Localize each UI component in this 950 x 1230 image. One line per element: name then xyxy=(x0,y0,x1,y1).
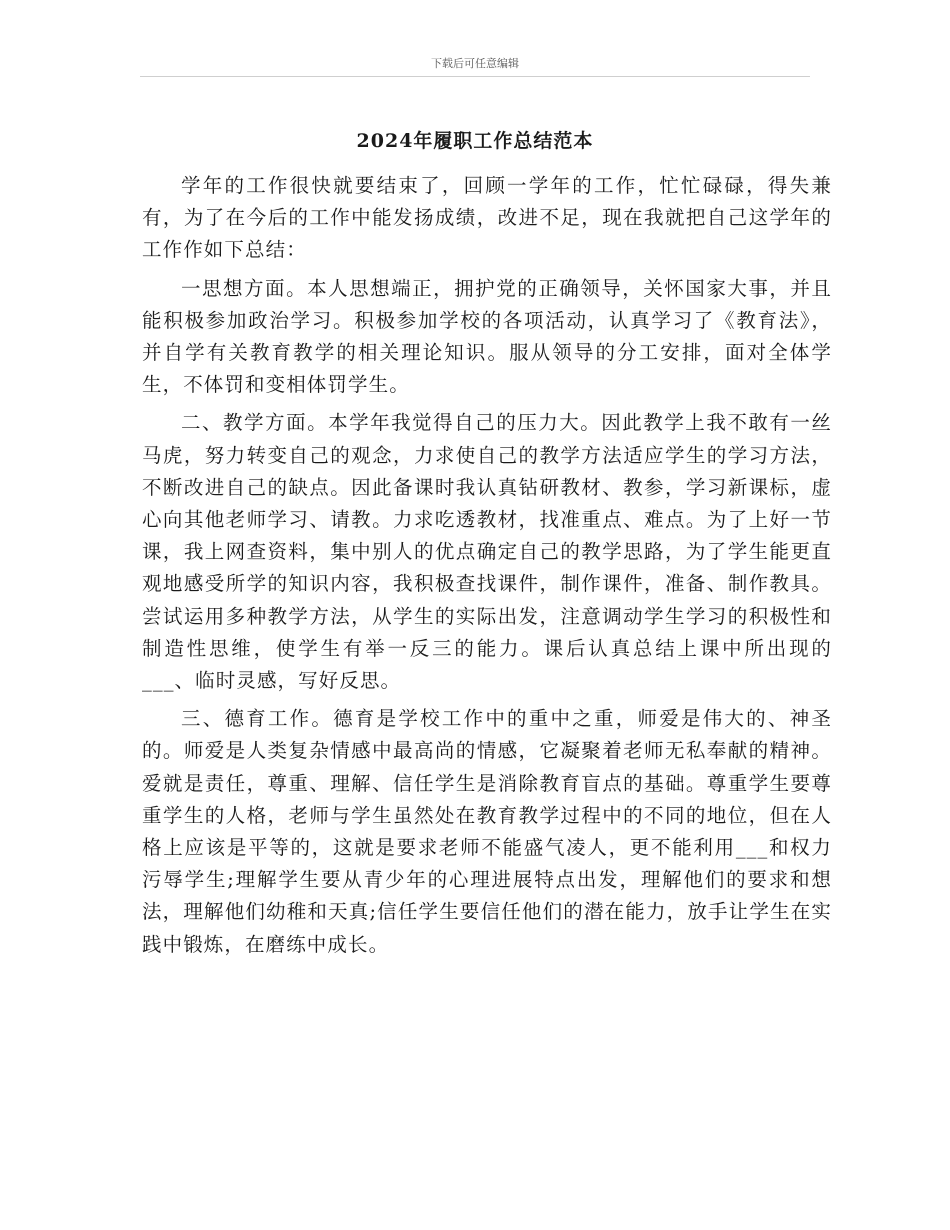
paragraph-intro: 学年的工作很快就要结束了，回顾一学年的工作，忙忙碌碌，得失兼有，为了在今后的工作中能发扬成绩，改进不足，现在我就把自己这学年的工作作如下总结： xyxy=(142,174,832,262)
header-note: 下载后可任意编辑 xyxy=(431,57,519,70)
paragraph-teaching: 二、教学方面。本学年我觉得自己的压力大。因此教学上我不敢有一丝马虎，努力转变自己的观念，力求使自己的教学方法适应学生的学习方法，不断改进自己的缺点。因此备课时我认真钻研教材、教参，学习新课标，虚心向其他老师学习、请教。力求吃透教材，找准重点、难点。为了上好一节课，我上网查资料，集中别人的优点确定自己的教学思路，为了学生能更直观地感受所学的知识内容，我积极查找课件，制作课件，准备、制作教具。尝试运用多种教学方法，从学生的实际出发，注意调动学生学习的积极性和制造性思维，使学生有举一反三的能力。课后认真总结上课中所出现的___、临时灵感，写好反思。 xyxy=(142,411,832,693)
document-body xyxy=(142,170,832,967)
paragraph-moral-education: 三、德育工作。德育是学校工作中的重中之重，师爱是伟大的、神圣的。师爱是人类复杂情感中最高尚的情感，它凝聚着老师无私奉献的精神。爱就是责任，尊重、理解、信任学生是消除教育盲点的基础。尊重学生要尊重学生的人格，老师与学生虽然处在教育教学过程中的不同的地位，但在人格上应该是平等的，这就是要求老师不能盛气凌人，更不能利用___和权力污辱学生;理解学生要从青少年的心理进展特点出发，理解他们的要求和想法，理解他们幼稚和天真;信任学生要信任他们的潜在能力，放手让学生在实践中锻炼，在磨练中成长。 xyxy=(142,707,832,956)
paragraph-thought: 一思想方面。本人思想端正，拥护党的正确领导，关怀国家大事，并且能积极参加政治学习。积极参加学校的各项活动，认真学习了《教育法》，并自学有关教育教学的相关理论知识。服从领导的分工安排，面对全体学生，不体罚和变相体罚学生。 xyxy=(142,276,832,397)
header-divider xyxy=(140,76,810,77)
document-title: 2024年履职工作总结范本 xyxy=(356,130,594,152)
